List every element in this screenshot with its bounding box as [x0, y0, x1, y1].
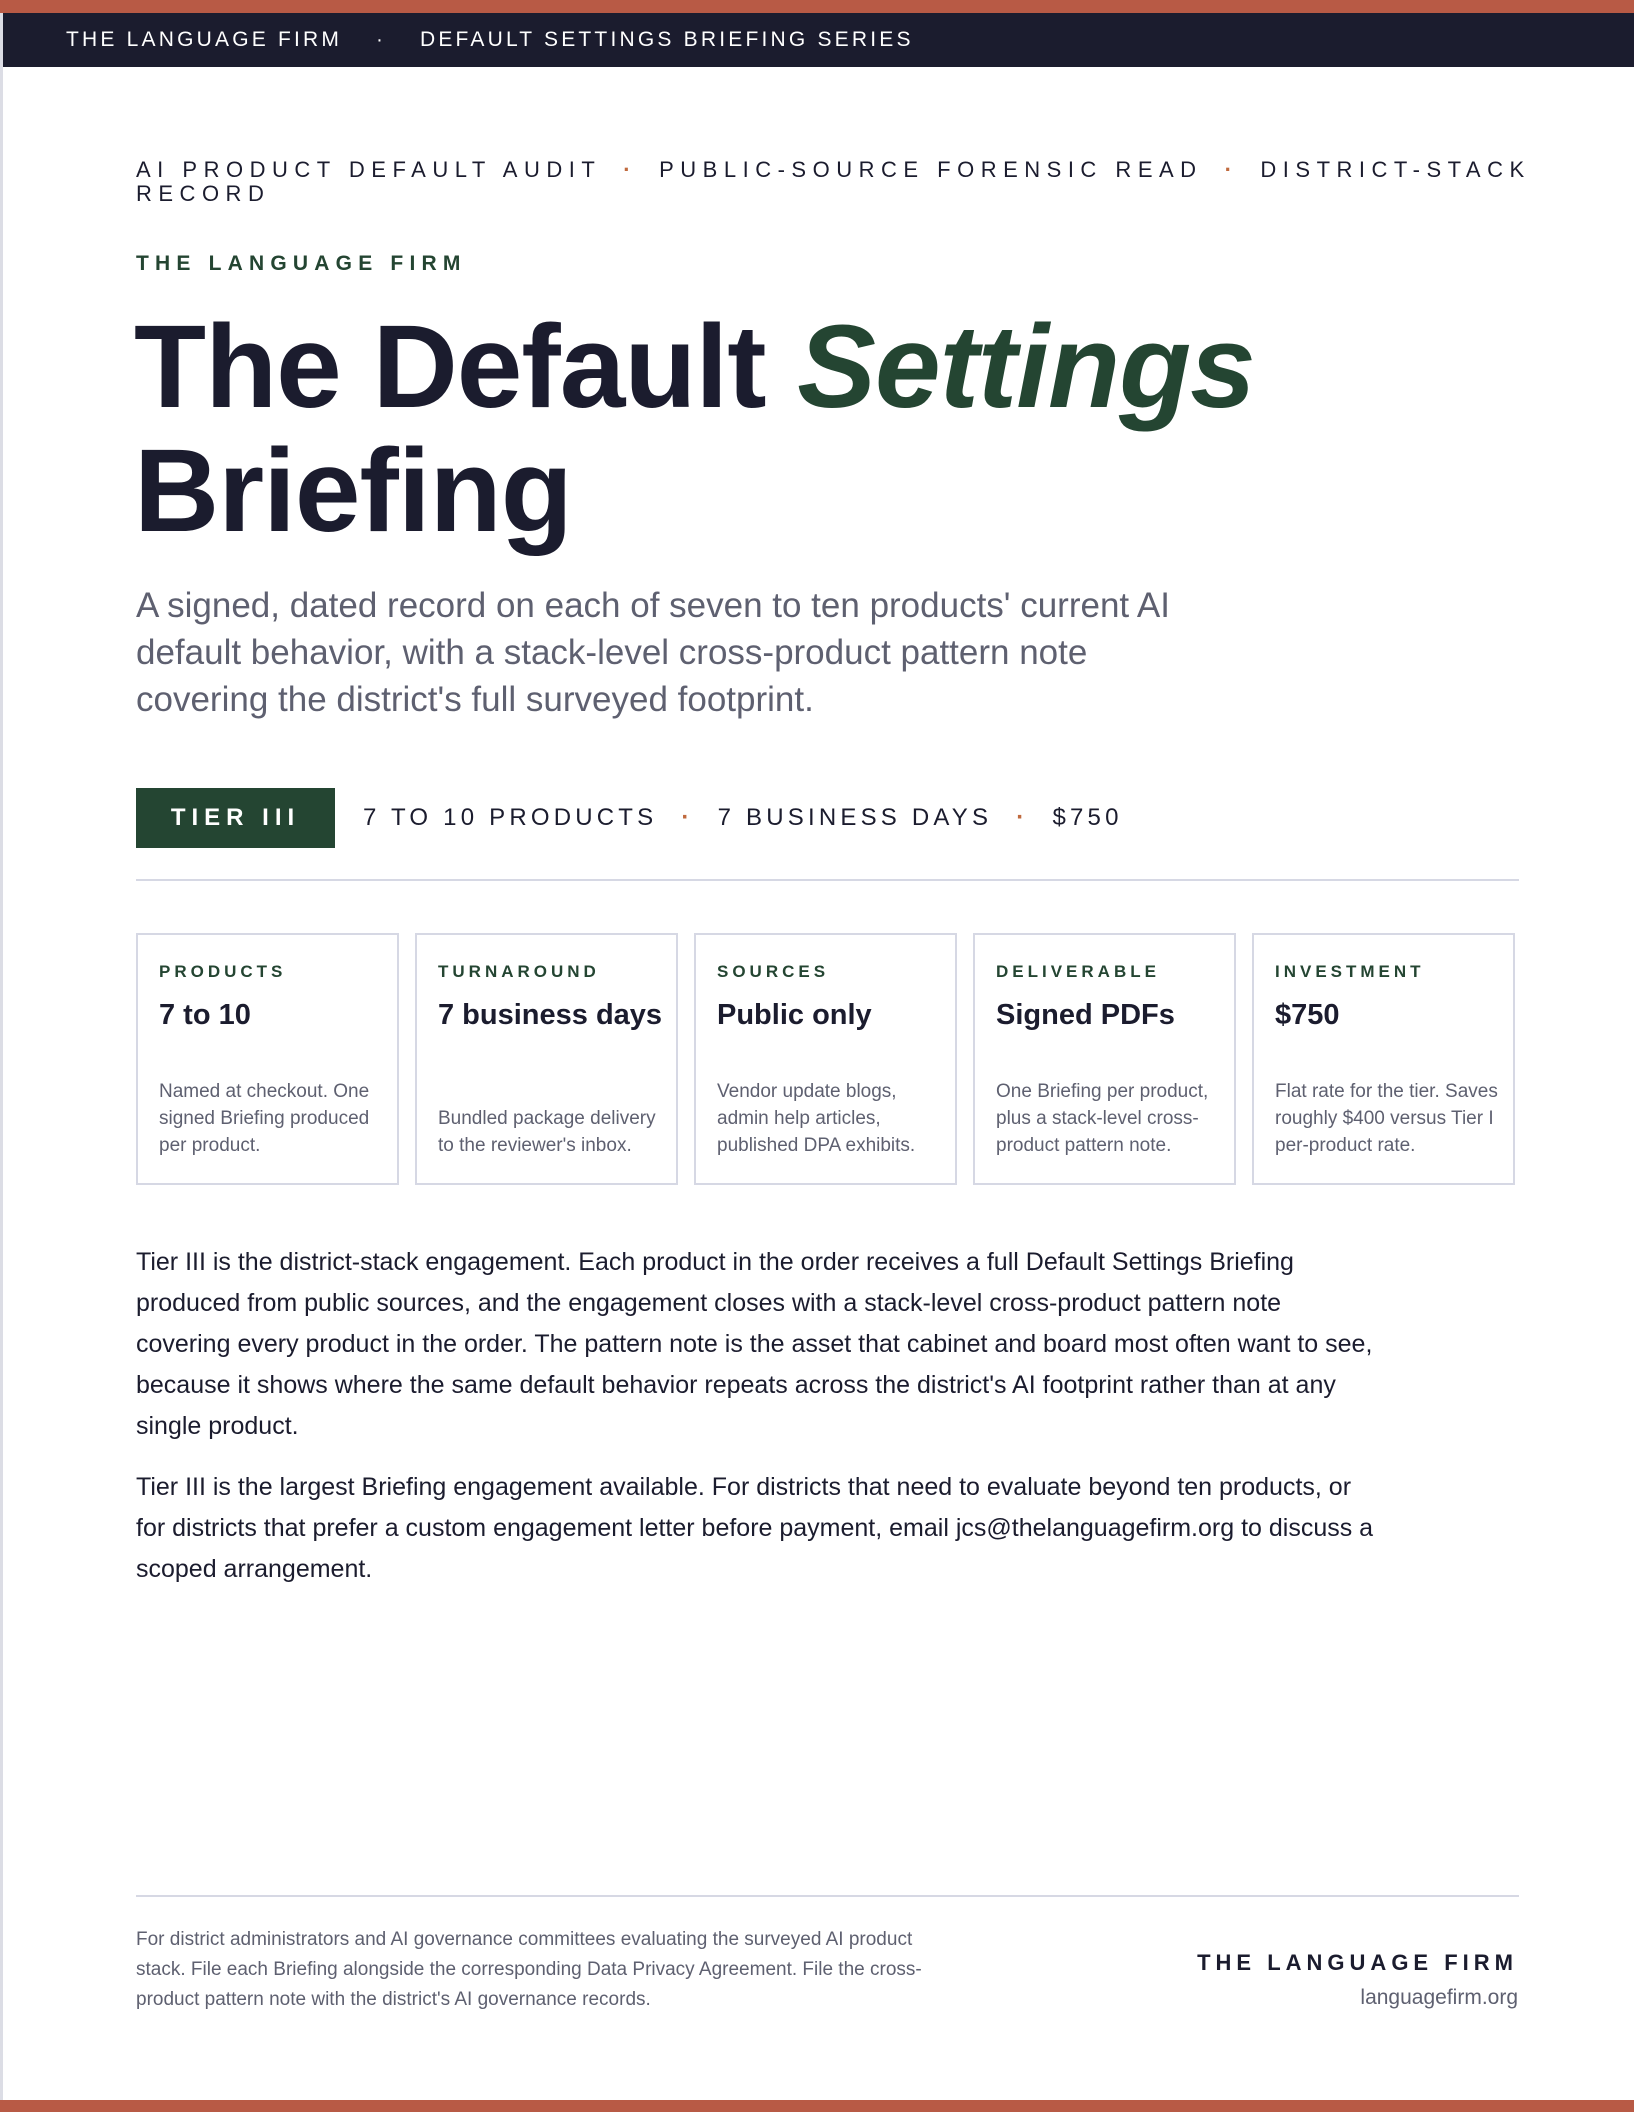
tier-price: $750: [1052, 804, 1123, 831]
spec-cards: [136, 933, 1515, 1185]
tier-products: 7 TO 10 PRODUCTS: [363, 804, 658, 831]
card-value: Public only: [717, 999, 872, 1031]
card-value: 7 business days: [438, 999, 663, 1031]
footer-divider: [136, 1895, 1519, 1897]
title-part-2: Briefing: [134, 425, 572, 557]
tier-meta: [363, 804, 1123, 832]
kicker-item: AI PRODUCT DEFAULT AUDIT: [136, 157, 602, 182]
body-copy: [136, 1242, 1376, 1610]
document-kicker: [136, 158, 1536, 206]
footer-url[interactable]: languagefirm.org: [1360, 1986, 1518, 2009]
card-products: [136, 933, 399, 1185]
firm-label: THE LANGUAGE FIRM: [136, 252, 467, 275]
card-label: TURNAROUND: [438, 962, 600, 981]
card-description: One Briefing per product, plus a stack-level cross-product pattern note.: [996, 1081, 1209, 1156]
tier-separator: ·: [681, 804, 694, 831]
tier-badge: TIER III: [136, 788, 335, 848]
card-sources: [694, 933, 957, 1185]
kicker-separator: ·: [1224, 157, 1239, 182]
body-paragraph: Tier III is the largest Briefing engagement available. For districts that need to evaluate beyond ten products, or for districts that prefer a custom engagement letter before payment, email jcs@thelanguagefirm.org to discuss a scoped arrangement.: [136, 1473, 1374, 1583]
card-investment: [1252, 933, 1515, 1185]
banner-separator: ·: [376, 28, 386, 51]
tier-separator: ·: [1016, 804, 1029, 831]
tier-turnaround: 7 BUSINESS DAYS: [717, 804, 993, 831]
kicker-separator: ·: [623, 157, 638, 182]
top-accent-bar: [0, 0, 1634, 13]
body-paragraph: Tier III is the district-stack engagement. Each product in the order receives a full Default Settings Briefing produced from public sources, and the engagement closes with a stack-level cross-product pattern note covering every product in the order. The pattern note is the asset that cabinet and board most often want to see, because it shows where the same default behavior repeats across the district's AI footprint rather than at any single product.: [136, 1248, 1373, 1440]
left-edge-border: [0, 13, 3, 2100]
banner-series: DEFAULT SETTINGS BRIEFING SERIES: [419, 28, 914, 51]
card-label: PRODUCTS: [159, 962, 287, 981]
card-value: Signed PDFs: [996, 999, 1175, 1031]
footer-brand: THE LANGUAGE FIRM: [1197, 1950, 1518, 1975]
kicker-item: PUBLIC-SOURCE FORENSIC READ: [659, 157, 1203, 182]
kicker-item: DISTRICT-STACK RECORD: [136, 157, 1531, 206]
page-subtitle: A signed, dated record on each of seven to ten products' current AI default behavior, with a stack-level cross-product pattern note covering the district's full surveyed footprint.: [136, 586, 1171, 719]
tier-summary: [136, 788, 1123, 848]
page-title: [134, 301, 1434, 557]
card-description: Flat rate for the tier. Saves roughly $400 versus Tier I per-product rate.: [1275, 1081, 1498, 1156]
card-description: Bundled package delivery to the reviewer's inbox.: [438, 1108, 656, 1156]
card-deliverable: [973, 933, 1236, 1185]
card-turnaround: [415, 933, 678, 1185]
bottom-accent-bar: [0, 2100, 1634, 2112]
card-value: 7 to 10: [159, 999, 251, 1031]
top-banner: [3, 13, 1634, 67]
card-label: DELIVERABLE: [996, 962, 1160, 981]
title-accent: Settings: [797, 301, 1255, 433]
card-description: Vendor update blogs, admin help articles, published DPA exhibits.: [717, 1081, 916, 1156]
card-label: SOURCES: [717, 962, 830, 981]
card-value: $750: [1275, 999, 1340, 1031]
title-part-1: The Default: [134, 301, 798, 433]
banner-brand: THE LANGUAGE FIRM: [66, 28, 343, 51]
section-divider: [136, 879, 1519, 881]
footer-note: For district administrators and AI governance committees evaluating the surveyed AI product stack. File each Briefing alongside the corresponding Data Privacy Agreement. File the cross-product pattern note with the district's AI governance records.: [136, 1929, 922, 2010]
card-description: Named at checkout. One signed Briefing produced per product.: [159, 1081, 370, 1156]
card-label: INVESTMENT: [1275, 962, 1425, 981]
